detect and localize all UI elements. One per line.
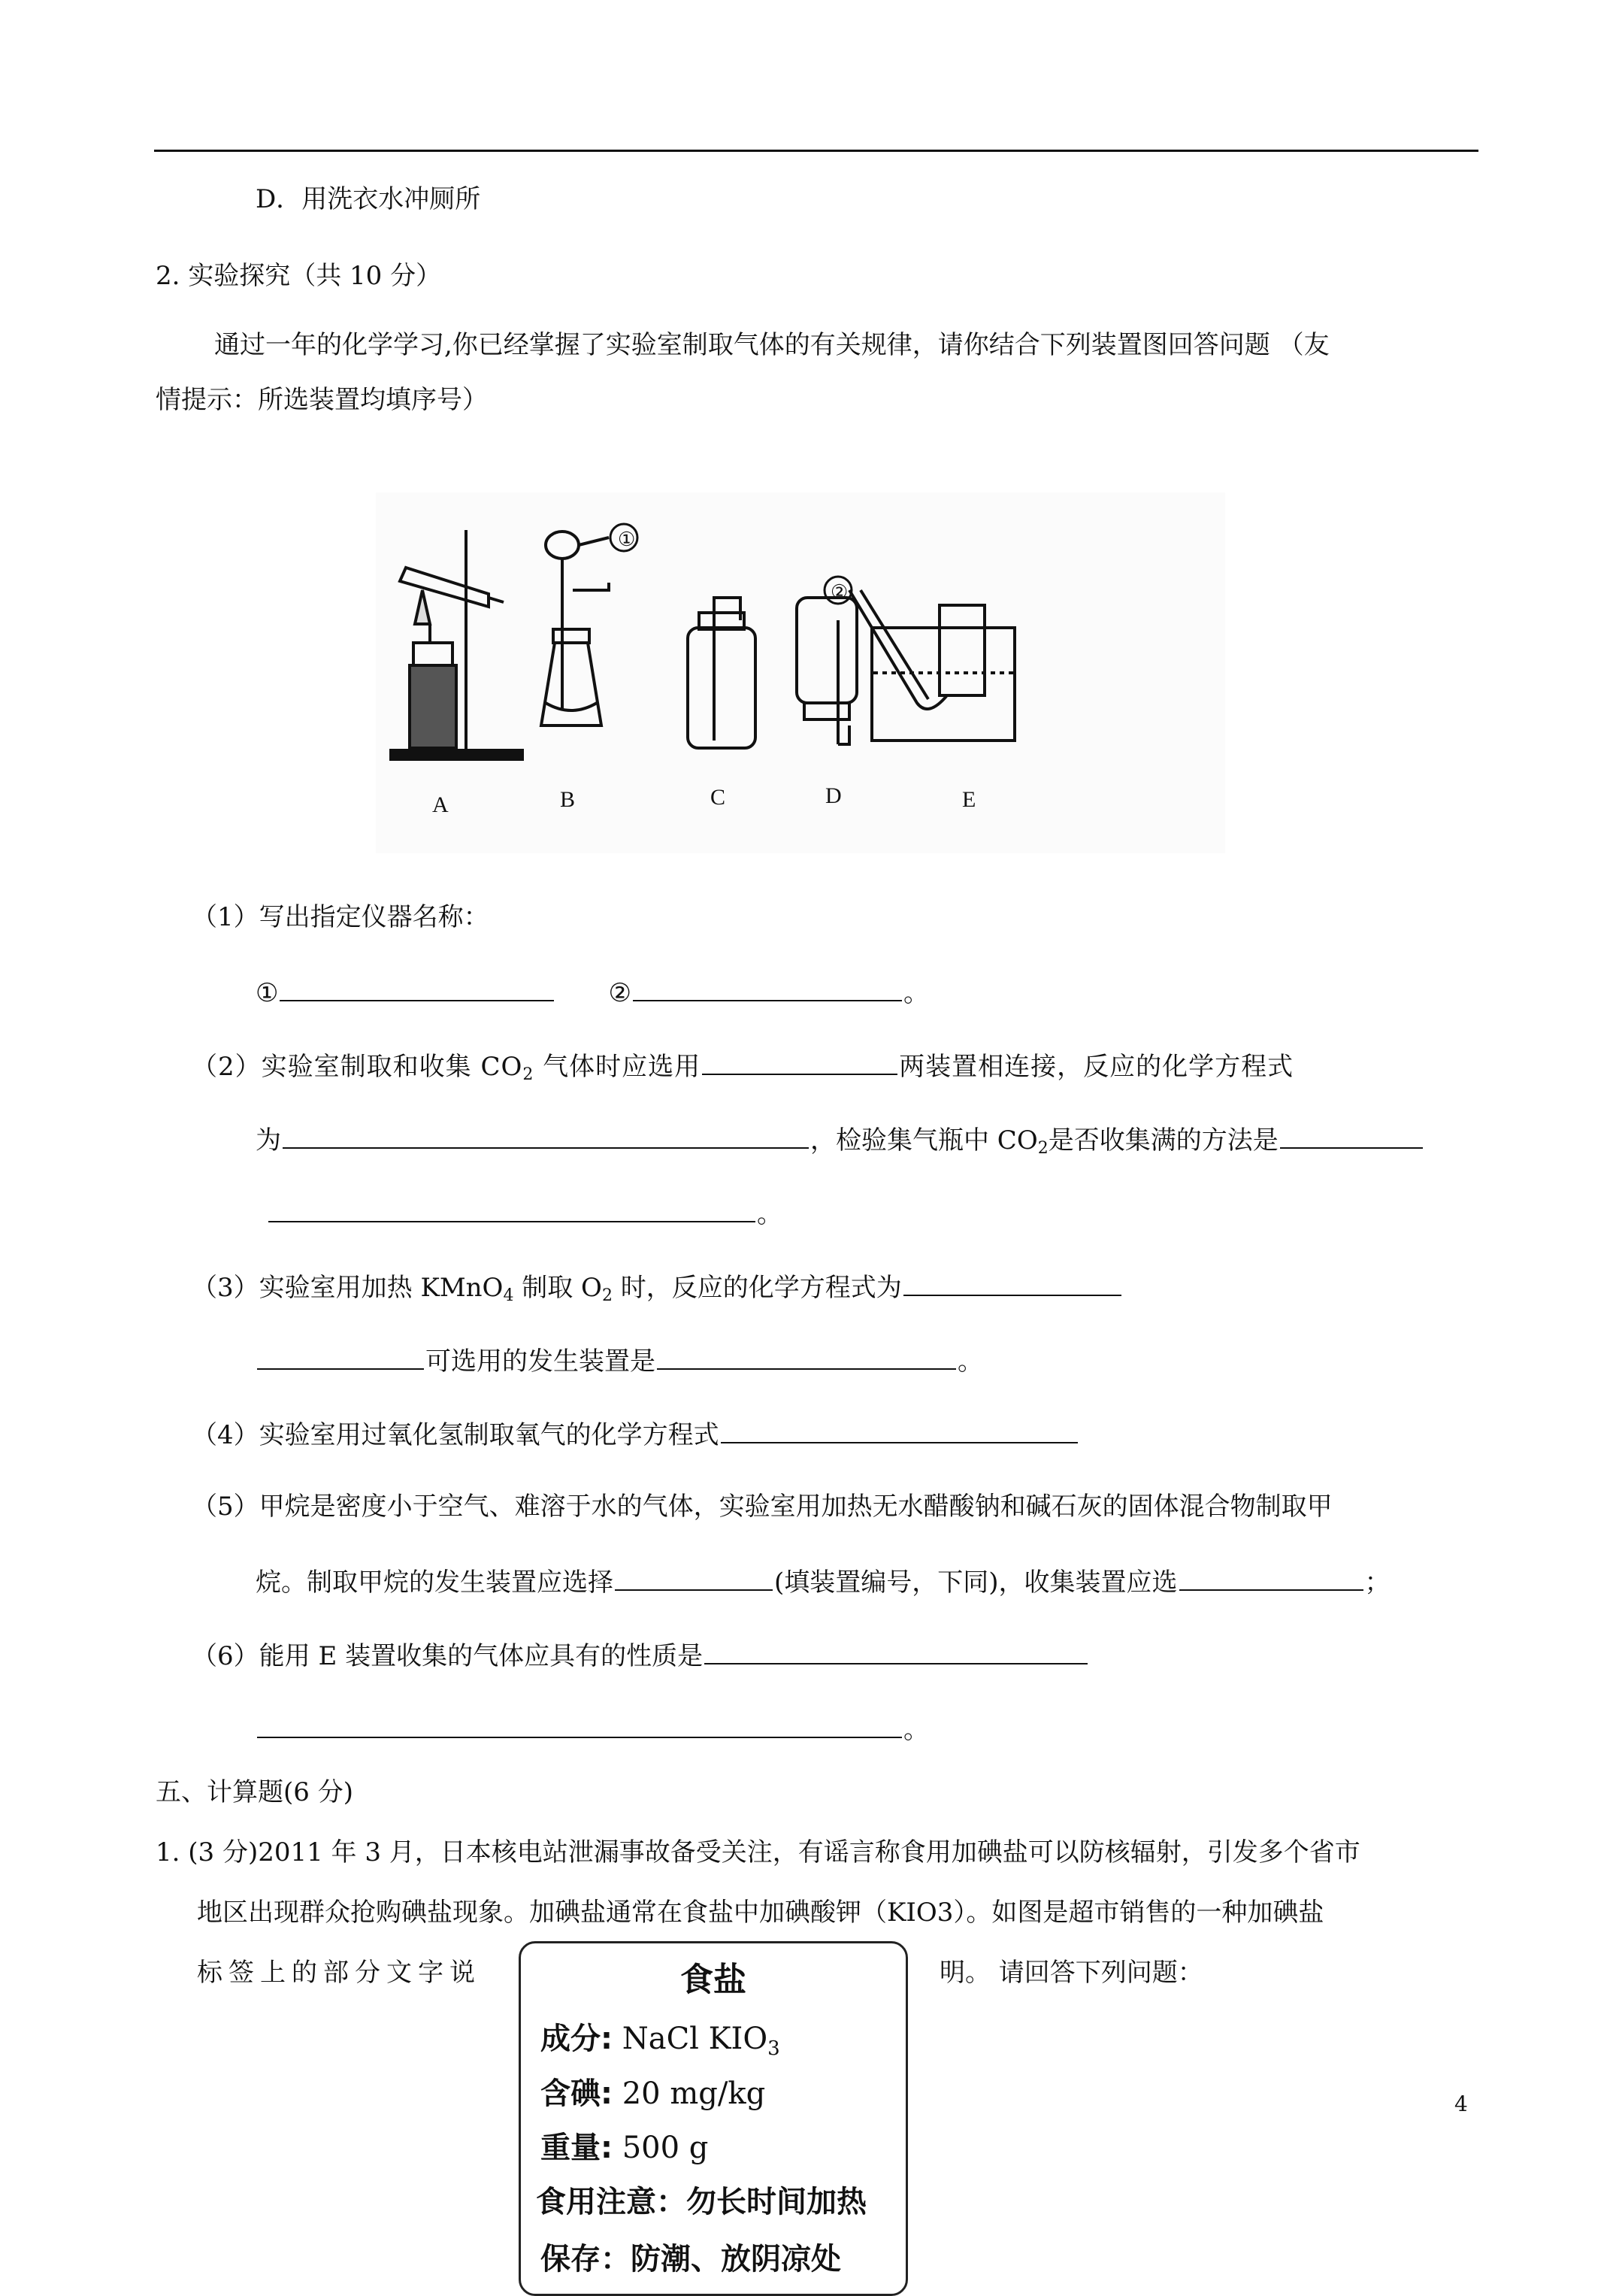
question-5-line-2 [256, 1564, 1391, 1599]
answer-blank-property-a[interactable] [704, 1637, 1088, 1664]
question-6 [192, 1637, 1089, 1673]
iodine-value: 20 mg/kg [613, 2076, 766, 2111]
answer-blank-generator[interactable] [657, 1343, 956, 1370]
apparatus-figure [376, 492, 1225, 853]
apparatus-e [849, 590, 1015, 741]
q3-subscript-2: 2 [601, 1286, 613, 1305]
q2-text-d: 为 [256, 1125, 281, 1156]
figure-label-e: E [962, 787, 976, 812]
q2-text-b: 气体时应选用 [534, 1052, 701, 1082]
option-d: D．用洗衣水冲厕所 [256, 184, 481, 214]
question-5-line-1: （5）甲烷是密度小于空气、难溶于水的气体，实验室用加热无水醋酸钠和碱石灰的固体混合物制取甲 [192, 1492, 1333, 1522]
q2-subscript-2: 2 [1037, 1139, 1049, 1158]
calc-1-line-3a: 标签上的部分文字说 [197, 1958, 481, 1988]
q2-subscript: 2 [522, 1065, 534, 1084]
q2-text-f: 是否收集满的方法是 [1048, 1125, 1279, 1156]
question-2-line-3 [267, 1195, 782, 1231]
header-rule [154, 150, 1478, 152]
salt-label-storage: 保存：防潮、放阴凉处 [540, 2242, 841, 2276]
question-4 [192, 1416, 1079, 1452]
q4-text: （4）实验室用过氧化氢制取氧气的化学方程式 [192, 1420, 719, 1450]
period: 。 [757, 1199, 782, 1229]
intro-line-1: 通过一年的化学学习,你已经掌握了实验室制取气体的有关规律，请你结合下列装置图回答问题 （友 [214, 330, 1330, 360]
question-3-line-2 [256, 1343, 983, 1378]
q3-subscript: 4 [503, 1286, 514, 1305]
weight-label: 重量: [540, 2131, 613, 2165]
question-3-line-1 [192, 1269, 1123, 1313]
section-title-calculation: 五、计算题(6 分) [156, 1777, 353, 1807]
period: 。 [903, 978, 929, 1008]
answer-blank-2[interactable] [633, 974, 902, 1001]
answer-blank-method-a[interactable] [1280, 1122, 1423, 1149]
ingredients-value: NaCl KIO [613, 2022, 768, 2056]
salt-label-weight [540, 2124, 708, 2167]
apparatus-d [797, 598, 857, 744]
q2-text-c: 两装置相连接，反应的化学方程式 [899, 1052, 1294, 1082]
q3-text-c: 时，反应的化学方程式为 [612, 1273, 902, 1303]
answer-blank-h2o2-eq[interactable] [721, 1416, 1078, 1443]
q5-text-a: 烷。制取甲烷的发生装置应选择 [256, 1568, 613, 1598]
blank-marker-2: ② [608, 978, 631, 1008]
page-number: 4 [1454, 2092, 1468, 2116]
q2-text-a: （2）实验室制取和收集 CO [192, 1052, 523, 1082]
question-1: （1）写出指定仪器名称： [192, 902, 489, 932]
calc-1-line-1: 1. (3 分)2011 年 3 月，日本核电站泄漏事故备受关注，有谣言称食用加碘盐可以防核辐射，引发多个省市 [156, 1837, 1360, 1867]
q5-text-b: (填装置编号，下同)，收集装置应选 [774, 1568, 1178, 1598]
salt-label-image [519, 1941, 908, 2296]
answer-blank-kmno4-eq-b[interactable] [257, 1343, 424, 1370]
figure-label-d: D [825, 783, 842, 808]
q6-text: （6）能用 E 装置收集的气体应具有的性质是 [192, 1641, 704, 1671]
answer-blank-methane-col[interactable] [1179, 1564, 1363, 1591]
answer-blank-kmno4-eq[interactable] [903, 1269, 1121, 1296]
semicolon: ； [1364, 1568, 1391, 1598]
calc-1-line-2: 地区出现群众抢购碘盐现象。加碘盐通常在食盐中加碘酸钾（KIO3）。如图是超市销售的一种加碘盐 [197, 1898, 1324, 1928]
ingredients-label: 成分: [540, 2022, 613, 2056]
answer-blank-methane-gen[interactable] [615, 1564, 773, 1591]
apparatus-a [391, 530, 522, 759]
figure-callout-1: ① [618, 529, 636, 550]
intro-line-2: 情提示：所选装置均填序号） [156, 385, 488, 415]
period: 。 [958, 1346, 983, 1377]
section-title-experiment: 2. 实验探究（共 10 分） [156, 261, 442, 291]
figure-callout-2: ② [831, 581, 849, 603]
apparatus-b [541, 532, 609, 725]
answer-blank-apparatus[interactable] [702, 1048, 897, 1075]
figure-label-a: A [432, 792, 449, 817]
answer-blank-method-b[interactable] [268, 1195, 755, 1222]
salt-label-caution: 食用注意：勿长时间加热 [536, 2185, 867, 2219]
answer-blank-1[interactable] [280, 974, 554, 1001]
q3-text-a: （3）实验室用加热 KMnO [192, 1273, 504, 1303]
iodine-label: 含碘: [540, 2076, 613, 2111]
question-1-blanks [256, 974, 929, 1010]
calc-1-line-3b: 明。 请回答下列问题： [940, 1958, 1203, 1988]
ingredients-subscript: 3 [767, 2037, 780, 2060]
salt-label-title: 食盐 [680, 1961, 746, 1999]
salt-label-ingredients [540, 2015, 780, 2060]
figure-label-b: B [560, 787, 576, 812]
apparatus-c [688, 598, 755, 748]
period: 。 [903, 1715, 929, 1745]
question-6-line-2 [256, 1711, 929, 1746]
salt-label-iodine [540, 2070, 765, 2113]
weight-value: 500 g [613, 2131, 709, 2165]
q3-text-d: 可选用的发生装置是 [425, 1346, 655, 1377]
q3-text-b: 制取 O [513, 1273, 602, 1303]
question-2-line-1 [192, 1048, 1294, 1092]
question-2-line-2 [256, 1122, 1424, 1165]
apparatus-diagram [376, 492, 1225, 853]
q2-text-e: ，检验集气瓶中 CO [810, 1125, 1038, 1156]
answer-blank-property-b[interactable] [257, 1711, 902, 1738]
figure-label-c: C [710, 785, 726, 810]
blank-marker-1: ① [256, 978, 279, 1008]
answer-blank-equation[interactable] [283, 1122, 809, 1149]
